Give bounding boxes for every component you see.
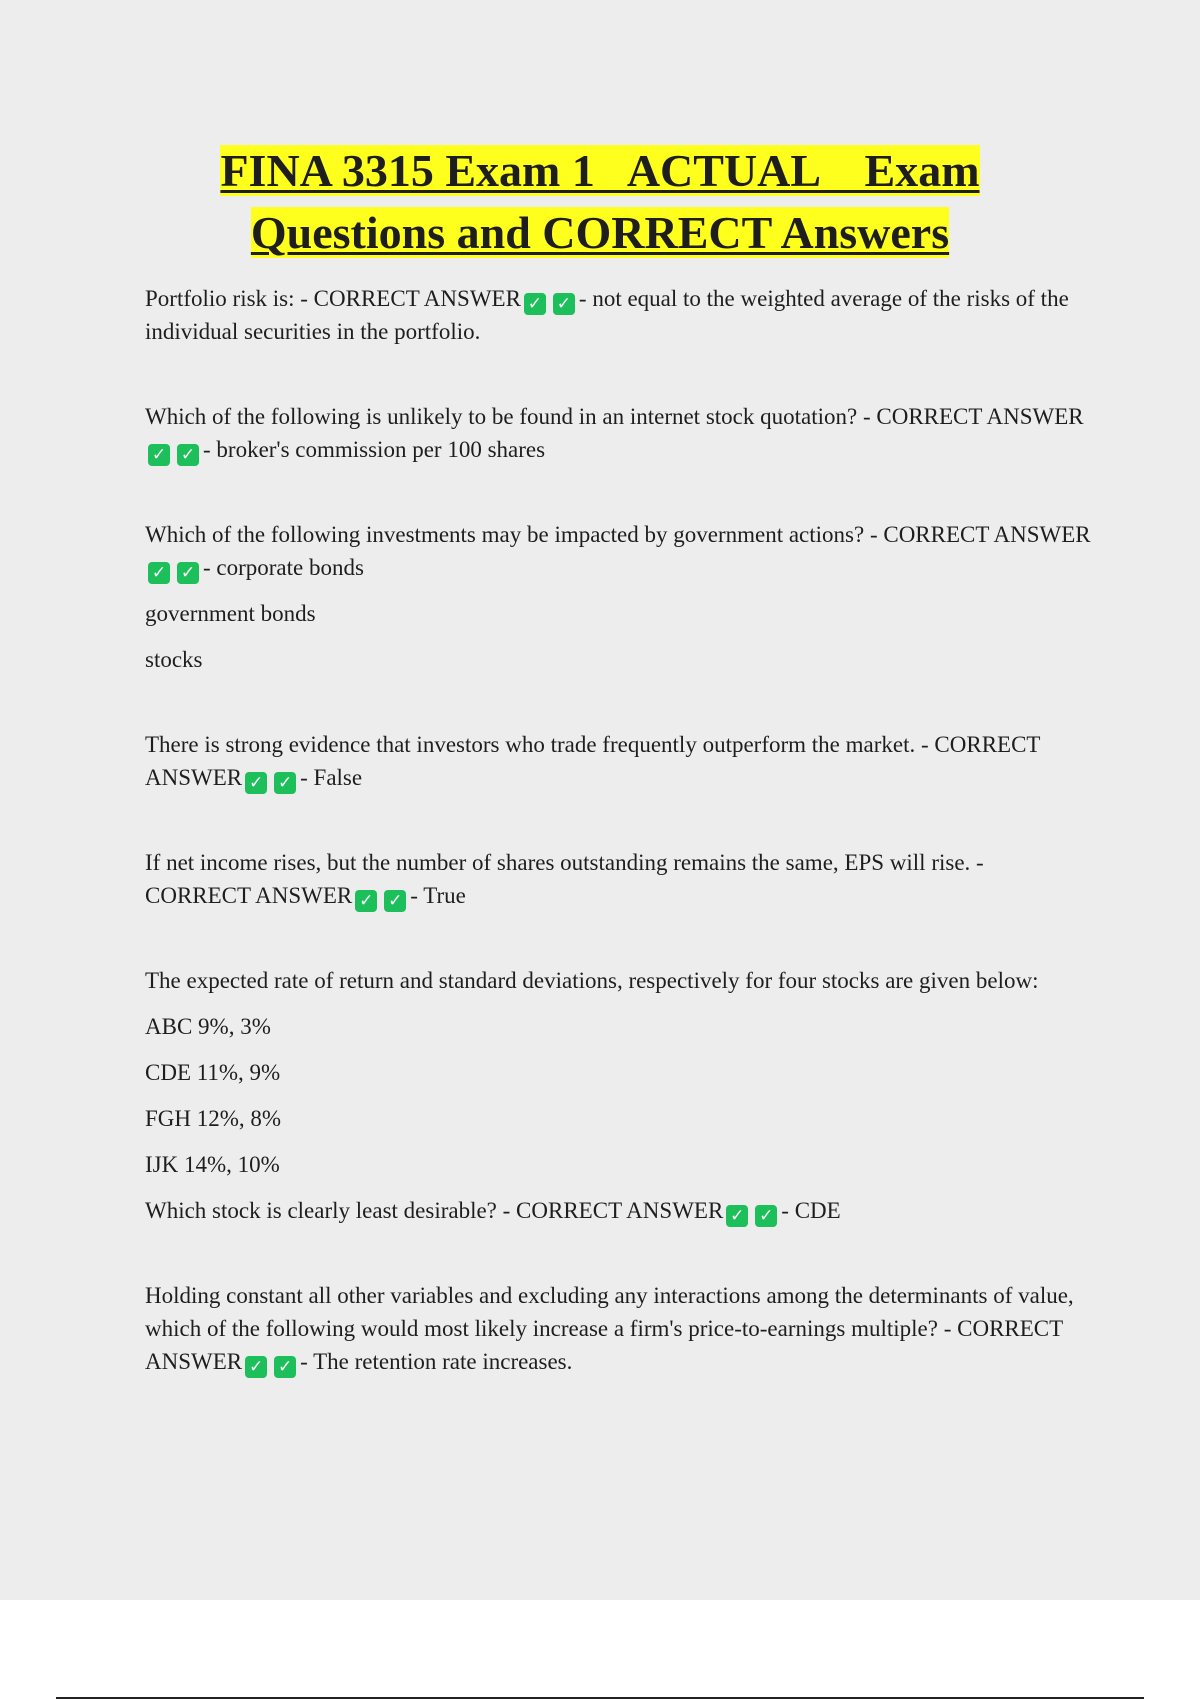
question-text: Portfolio risk is: - CORRECT ANSWER — [145, 286, 521, 311]
document-title — [0, 140, 1200, 264]
qa-item — [145, 518, 1095, 676]
stock-intro: The expected rate of return and standard deviations, respectively for four stocks are given below: — [145, 968, 1039, 993]
stock-row: CDE 11%, 9% — [145, 1060, 281, 1085]
page-separator-line — [56, 1697, 1144, 1699]
check-box-icon: ✓ — [755, 1205, 777, 1227]
answer-text: - CDE — [781, 1198, 841, 1223]
qa-item — [145, 728, 1095, 794]
answer-text: - False — [300, 765, 363, 790]
check-box-icon: ✓ — [726, 1205, 748, 1227]
qa-item — [145, 1279, 1095, 1378]
qa-item — [145, 400, 1095, 466]
check-box-icon: ✓ — [274, 772, 296, 794]
check-box-icon: ✓ — [524, 293, 546, 315]
check-box-icon: ✓ — [553, 293, 575, 315]
answer-extra-line: government bonds — [145, 601, 316, 626]
check-box-icon: ✓ — [245, 1356, 267, 1378]
qa-text — [145, 282, 1095, 348]
answer-extra-line: stocks — [145, 647, 203, 672]
answer-text: - True — [410, 883, 466, 908]
qa-text — [145, 400, 1095, 466]
check-box-icon: ✓ — [245, 772, 267, 794]
question-text: Which of the following investments may be impacted by government actions? - CORRECT ANSWER — [145, 522, 1091, 547]
stock-row: ABC 9%, 3% — [145, 1014, 271, 1039]
check-box-icon: ✓ — [177, 444, 199, 466]
question-text: If net income rises, but the number of shares outstanding remains the same, EPS will rise. - CORRECT ANSWER — [145, 850, 984, 908]
question-text: Which stock is clearly least desirable? - CORRECT ANSWER — [145, 1198, 724, 1223]
check-box-icon: ✓ — [177, 562, 199, 584]
title-line-2: Questions and CORRECT Answers — [250, 207, 950, 258]
question-text: Holding constant all other variables and excluding any interactions among the determinants of value, which of the following would most likely increase a firm's price-to-earnings multiple? - CORRECT ANSWER — [145, 1283, 1074, 1374]
check-box-icon: ✓ — [148, 562, 170, 584]
qa-item-stocks — [145, 964, 1095, 1227]
title-line-1: FINA 3315 Exam 1 ACTUAL Exam — [220, 145, 980, 196]
answer-text: - The retention rate increases. — [300, 1349, 573, 1374]
qa-item — [145, 282, 1095, 348]
qa-text — [145, 728, 1095, 794]
answer-text: - broker's commission per 100 shares — [203, 437, 546, 462]
stock-row: FGH 12%, 8% — [145, 1106, 282, 1131]
qa-text — [145, 1279, 1095, 1378]
check-box-icon: ✓ — [384, 890, 406, 912]
answer-text: - corporate bonds — [203, 555, 364, 580]
qa-text — [145, 846, 1095, 912]
check-box-icon: ✓ — [274, 1356, 296, 1378]
check-box-icon: ✓ — [355, 890, 377, 912]
question-text: Which of the following is unlikely to be found in an internet stock quotation? - CORRECT ANSWER — [145, 404, 1084, 429]
qa-item — [145, 846, 1095, 912]
question-text: There is strong evidence that investors who trade frequently outperform the market. - CORRECT ANSWER — [145, 732, 1041, 790]
check-box-icon: ✓ — [148, 444, 170, 466]
stock-row: IJK 14%, 10% — [145, 1152, 280, 1177]
qa-text — [145, 518, 1095, 584]
qa-list — [145, 282, 1095, 1430]
qa-text — [145, 1194, 1095, 1227]
answer-text: - not equal to the weighted average of the risks of the individual securities in the portfolio. — [145, 286, 1069, 344]
